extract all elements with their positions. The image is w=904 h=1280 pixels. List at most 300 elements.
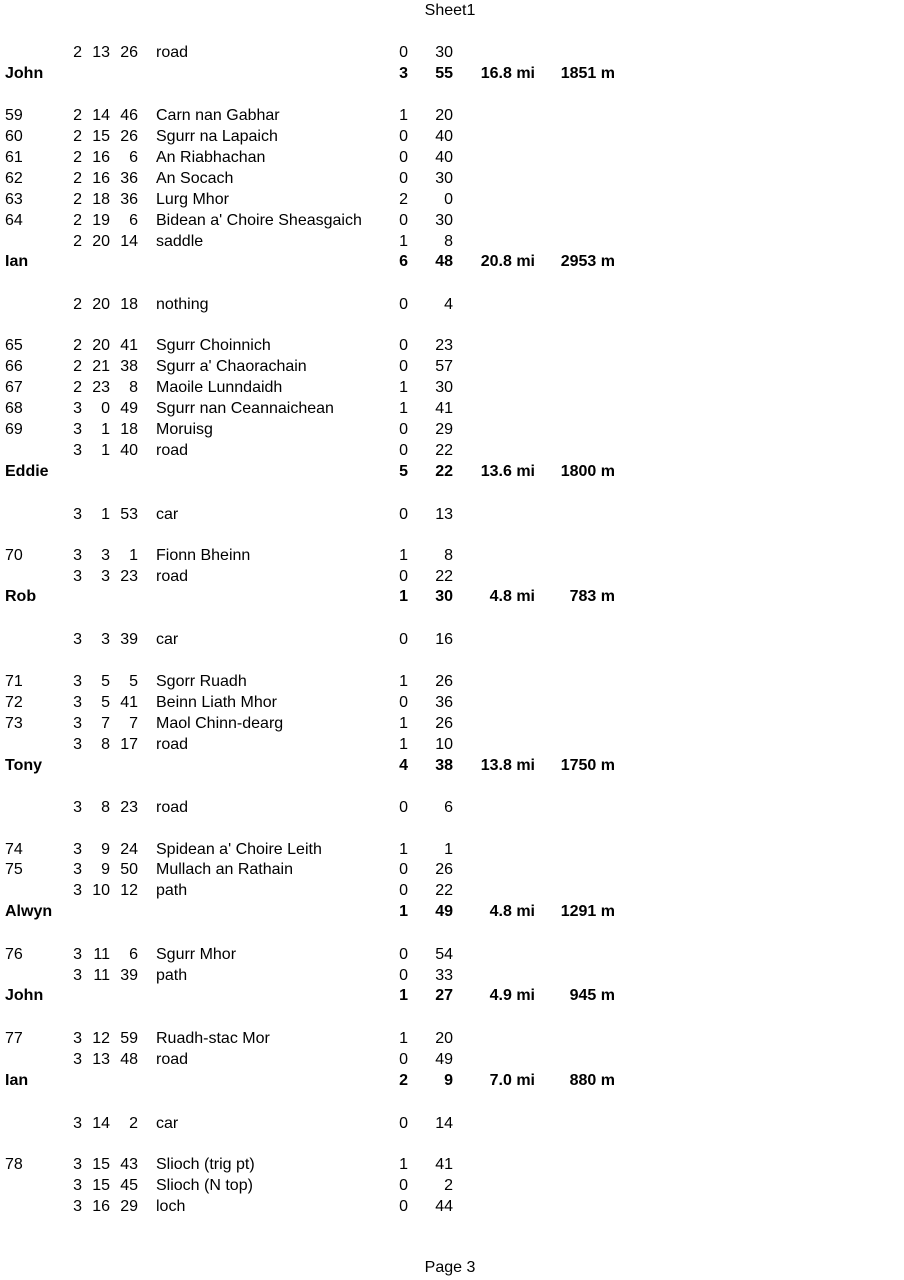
time-seconds: 17 bbox=[120, 736, 138, 753]
time-hours: 3 bbox=[73, 547, 82, 564]
duration-hours: 0 bbox=[399, 337, 408, 354]
table-row bbox=[0, 43, 904, 63]
duration-hours: 0 bbox=[399, 631, 408, 648]
duration-minutes: 2 bbox=[444, 1177, 453, 1194]
table-row bbox=[0, 945, 904, 965]
duration-minutes: 40 bbox=[435, 128, 453, 145]
duration-minutes: 26 bbox=[435, 673, 453, 690]
place-name: car bbox=[156, 631, 179, 648]
time-minutes: 16 bbox=[92, 149, 110, 166]
table-row bbox=[0, 735, 904, 755]
duration-hours: 1 bbox=[399, 903, 408, 920]
time-hours: 2 bbox=[73, 212, 82, 229]
time-hours: 2 bbox=[73, 379, 82, 396]
place-name: Bidean a' Choire Sheasgaich bbox=[156, 212, 362, 229]
time-minutes: 9 bbox=[101, 841, 110, 858]
duration-hours: 0 bbox=[399, 421, 408, 438]
time-seconds: 53 bbox=[120, 506, 138, 523]
time-seconds: 14 bbox=[120, 233, 138, 250]
summary-row bbox=[0, 902, 904, 922]
place-name: Sgorr Ruadh bbox=[156, 673, 247, 690]
time-seconds: 26 bbox=[120, 44, 138, 61]
duration-hours: 1 bbox=[399, 841, 408, 858]
time-hours: 3 bbox=[73, 946, 82, 963]
duration-hours: 3 bbox=[399, 65, 408, 82]
hill-number: 60 bbox=[5, 128, 23, 145]
duration-minutes: 20 bbox=[435, 107, 453, 124]
time-minutes: 14 bbox=[92, 107, 110, 124]
table-row bbox=[0, 1029, 904, 1049]
hill-number: 64 bbox=[5, 212, 23, 229]
table-row bbox=[0, 567, 904, 587]
time-hours: 3 bbox=[73, 421, 82, 438]
duration-minutes: 26 bbox=[435, 715, 453, 732]
sheet-title: Sheet1 bbox=[424, 2, 476, 19]
time-hours: 2 bbox=[73, 44, 82, 61]
place-name: nothing bbox=[156, 296, 209, 313]
time-hours: 2 bbox=[73, 191, 82, 208]
duration-minutes: 16 bbox=[435, 631, 453, 648]
duration-minutes: 30 bbox=[435, 170, 453, 187]
place-name: Ruadh-stac Mor bbox=[156, 1030, 270, 1047]
table-row bbox=[0, 378, 904, 398]
hill-number: 73 bbox=[5, 715, 23, 732]
duration-minutes: 8 bbox=[444, 233, 453, 250]
distance: 20.8 mi bbox=[480, 253, 535, 270]
time-hours: 3 bbox=[73, 715, 82, 732]
time-hours: 3 bbox=[73, 673, 82, 690]
time-hours: 3 bbox=[73, 1177, 82, 1194]
time-hours: 2 bbox=[73, 233, 82, 250]
time-seconds: 23 bbox=[120, 568, 138, 585]
place-name: path bbox=[156, 967, 188, 984]
duration-hours: 0 bbox=[399, 1051, 408, 1068]
place-name: road bbox=[156, 1051, 189, 1068]
duration-hours: 0 bbox=[399, 128, 408, 145]
table-row bbox=[0, 127, 904, 147]
duration-hours: 1 bbox=[399, 1030, 408, 1047]
duration-hours: 2 bbox=[399, 191, 408, 208]
summary-row bbox=[0, 756, 904, 776]
time-minutes: 8 bbox=[101, 736, 110, 753]
time-minutes: 8 bbox=[101, 799, 110, 816]
duration-hours: 0 bbox=[399, 506, 408, 523]
place-name: road bbox=[156, 736, 189, 753]
time-hours: 3 bbox=[73, 882, 82, 899]
duration-hours: 2 bbox=[399, 1072, 408, 1089]
time-hours: 2 bbox=[73, 296, 82, 313]
table-row bbox=[0, 966, 904, 986]
hill-number: 66 bbox=[5, 358, 23, 375]
time-hours: 2 bbox=[73, 149, 82, 166]
place-name: Mullach an Rathain bbox=[156, 861, 293, 878]
time-seconds: 8 bbox=[129, 379, 138, 396]
duration-hours: 0 bbox=[399, 44, 408, 61]
duration-hours: 0 bbox=[399, 442, 408, 459]
duration-hours: 0 bbox=[399, 296, 408, 313]
ascent: 1291 m bbox=[560, 903, 615, 920]
hill-number: 65 bbox=[5, 337, 23, 354]
place-name: Sgurr na Lapaich bbox=[156, 128, 278, 145]
time-minutes: 14 bbox=[92, 1115, 110, 1132]
duration-hours: 1 bbox=[399, 379, 408, 396]
time-minutes: 15 bbox=[92, 1177, 110, 1194]
time-minutes: 12 bbox=[92, 1030, 110, 1047]
time-minutes: 1 bbox=[101, 421, 110, 438]
time-seconds: 7 bbox=[129, 715, 138, 732]
duration-minutes: 26 bbox=[435, 861, 453, 878]
hill-number: 74 bbox=[5, 841, 23, 858]
duration-minutes: 49 bbox=[435, 1051, 453, 1068]
table-row bbox=[0, 798, 904, 818]
duration-minutes: 36 bbox=[435, 694, 453, 711]
participant-name: Tony bbox=[5, 757, 43, 774]
time-minutes: 15 bbox=[92, 128, 110, 145]
hill-number: 78 bbox=[5, 1156, 23, 1173]
duration-hours: 1 bbox=[399, 673, 408, 690]
time-seconds: 6 bbox=[129, 212, 138, 229]
duration-minutes: 41 bbox=[435, 1156, 453, 1173]
time-hours: 3 bbox=[73, 1030, 82, 1047]
place-name: Moruisg bbox=[156, 421, 213, 438]
time-seconds: 38 bbox=[120, 358, 138, 375]
participant-name: Eddie bbox=[5, 463, 49, 480]
time-hours: 3 bbox=[73, 967, 82, 984]
time-hours: 3 bbox=[73, 442, 82, 459]
duration-minutes: 30 bbox=[435, 379, 453, 396]
time-seconds: 1 bbox=[129, 547, 138, 564]
place-name: Sgurr Choinnich bbox=[156, 337, 271, 354]
time-seconds: 2 bbox=[129, 1115, 138, 1132]
distance: 4.8 mi bbox=[489, 588, 535, 605]
place-name: Maoile Lunndaidh bbox=[156, 379, 283, 396]
duration-minutes: 29 bbox=[435, 421, 453, 438]
time-minutes: 5 bbox=[101, 673, 110, 690]
table-row bbox=[0, 1050, 904, 1070]
duration-hours: 1 bbox=[399, 736, 408, 753]
time-seconds: 59 bbox=[120, 1030, 138, 1047]
duration-minutes: 22 bbox=[435, 568, 453, 585]
time-minutes: 15 bbox=[92, 1156, 110, 1173]
hill-number: 68 bbox=[5, 400, 23, 417]
distance: 4.9 mi bbox=[489, 987, 535, 1004]
duration-hours: 1 bbox=[399, 1156, 408, 1173]
table-row bbox=[0, 336, 904, 356]
duration-minutes: 30 bbox=[435, 588, 453, 605]
table-row bbox=[0, 1176, 904, 1196]
table-row bbox=[0, 211, 904, 231]
time-minutes: 13 bbox=[92, 44, 110, 61]
duration-hours: 0 bbox=[399, 882, 408, 899]
hill-number: 72 bbox=[5, 694, 23, 711]
time-seconds: 24 bbox=[120, 841, 138, 858]
place-name: Beinn Liath Mhor bbox=[156, 694, 277, 711]
time-hours: 3 bbox=[73, 799, 82, 816]
time-seconds: 18 bbox=[120, 296, 138, 313]
duration-minutes: 38 bbox=[435, 757, 453, 774]
duration-hours: 0 bbox=[399, 170, 408, 187]
time-hours: 3 bbox=[73, 861, 82, 878]
place-name: Carn nan Gabhar bbox=[156, 107, 280, 124]
duration-minutes: 13 bbox=[435, 506, 453, 523]
duration-minutes: 30 bbox=[435, 212, 453, 229]
time-seconds: 5 bbox=[129, 673, 138, 690]
place-name: An Riabhachan bbox=[156, 149, 266, 166]
time-seconds: 36 bbox=[120, 170, 138, 187]
table-row bbox=[0, 441, 904, 461]
time-hours: 3 bbox=[73, 1198, 82, 1215]
duration-hours: 1 bbox=[399, 588, 408, 605]
distance: 13.8 mi bbox=[480, 757, 535, 774]
duration-minutes: 22 bbox=[435, 463, 453, 480]
time-minutes: 18 bbox=[92, 191, 110, 208]
hill-number: 63 bbox=[5, 191, 23, 208]
time-seconds: 46 bbox=[120, 107, 138, 124]
duration-hours: 1 bbox=[399, 715, 408, 732]
duration-hours: 0 bbox=[399, 212, 408, 229]
time-hours: 3 bbox=[73, 694, 82, 711]
duration-hours: 4 bbox=[399, 757, 408, 774]
table-row bbox=[0, 190, 904, 210]
time-hours: 2 bbox=[73, 170, 82, 187]
time-minutes: 11 bbox=[93, 946, 110, 963]
table-row bbox=[0, 399, 904, 419]
time-minutes: 19 bbox=[92, 212, 110, 229]
time-seconds: 6 bbox=[129, 946, 138, 963]
distance: 7.0 mi bbox=[489, 1072, 535, 1089]
time-seconds: 39 bbox=[120, 631, 138, 648]
duration-minutes: 57 bbox=[435, 358, 453, 375]
time-hours: 2 bbox=[73, 128, 82, 145]
time-hours: 2 bbox=[73, 337, 82, 354]
time-hours: 3 bbox=[73, 400, 82, 417]
time-minutes: 16 bbox=[92, 1198, 110, 1215]
table-row bbox=[0, 672, 904, 692]
hill-number: 59 bbox=[5, 107, 23, 124]
time-hours: 3 bbox=[73, 1051, 82, 1068]
time-hours: 3 bbox=[73, 736, 82, 753]
duration-hours: 1 bbox=[399, 987, 408, 1004]
place-name: Slioch (trig pt) bbox=[156, 1156, 255, 1173]
duration-hours: 0 bbox=[399, 946, 408, 963]
time-seconds: 48 bbox=[120, 1051, 138, 1068]
duration-hours: 0 bbox=[399, 1177, 408, 1194]
table-row bbox=[0, 1114, 904, 1134]
ascent: 1851 m bbox=[560, 65, 615, 82]
ascent: 783 m bbox=[569, 588, 615, 605]
table-row bbox=[0, 148, 904, 168]
time-minutes: 20 bbox=[92, 337, 110, 354]
duration-hours: 0 bbox=[399, 694, 408, 711]
time-seconds: 45 bbox=[120, 1177, 138, 1194]
time-minutes: 1 bbox=[101, 506, 110, 523]
time-minutes: 20 bbox=[92, 233, 110, 250]
ascent: 2953 m bbox=[560, 253, 615, 270]
duration-minutes: 14 bbox=[435, 1115, 453, 1132]
time-seconds: 12 bbox=[120, 882, 138, 899]
ascent: 945 m bbox=[569, 987, 615, 1004]
time-seconds: 26 bbox=[120, 128, 138, 145]
duration-hours: 0 bbox=[399, 799, 408, 816]
duration-minutes: 40 bbox=[435, 149, 453, 166]
time-hours: 3 bbox=[73, 568, 82, 585]
time-seconds: 50 bbox=[120, 861, 138, 878]
participant-name: Rob bbox=[5, 588, 37, 605]
duration-minutes: 22 bbox=[435, 442, 453, 459]
duration-hours: 0 bbox=[399, 861, 408, 878]
time-minutes: 0 bbox=[101, 400, 110, 417]
duration-hours: 1 bbox=[399, 233, 408, 250]
summary-row bbox=[0, 587, 904, 607]
table-row bbox=[0, 357, 904, 377]
time-minutes: 5 bbox=[101, 694, 110, 711]
table-row bbox=[0, 1155, 904, 1175]
duration-minutes: 41 bbox=[435, 400, 453, 417]
summary-row bbox=[0, 1071, 904, 1091]
duration-hours: 0 bbox=[399, 1198, 408, 1215]
place-name: road bbox=[156, 442, 189, 459]
time-hours: 3 bbox=[73, 841, 82, 858]
time-minutes: 11 bbox=[93, 967, 110, 984]
table-row bbox=[0, 295, 904, 315]
hill-number: 75 bbox=[5, 861, 23, 878]
duration-minutes: 8 bbox=[444, 547, 453, 564]
duration-hours: 1 bbox=[399, 107, 408, 124]
duration-minutes: 20 bbox=[435, 1030, 453, 1047]
hill-number: 62 bbox=[5, 170, 23, 187]
table-row bbox=[0, 546, 904, 566]
place-name: An Socach bbox=[156, 170, 234, 187]
time-seconds: 39 bbox=[120, 967, 138, 984]
hill-number: 76 bbox=[5, 946, 23, 963]
duration-minutes: 33 bbox=[435, 967, 453, 984]
duration-hours: 1 bbox=[399, 400, 408, 417]
time-seconds: 6 bbox=[129, 149, 138, 166]
time-seconds: 43 bbox=[120, 1156, 138, 1173]
ascent: 880 m bbox=[569, 1072, 615, 1089]
time-minutes: 7 bbox=[101, 715, 110, 732]
summary-row bbox=[0, 252, 904, 272]
time-hours: 2 bbox=[73, 358, 82, 375]
duration-minutes: 22 bbox=[435, 882, 453, 899]
summary-row bbox=[0, 462, 904, 482]
place-name: car bbox=[156, 506, 179, 523]
time-hours: 3 bbox=[73, 631, 82, 648]
place-name: Spidean a' Choire Leith bbox=[156, 841, 322, 858]
time-hours: 3 bbox=[73, 1156, 82, 1173]
table-row bbox=[0, 693, 904, 713]
place-name: Maol Chinn-dearg bbox=[156, 715, 284, 732]
duration-minutes: 9 bbox=[444, 1072, 453, 1089]
time-seconds: 40 bbox=[120, 442, 138, 459]
table-row bbox=[0, 420, 904, 440]
time-hours: 2 bbox=[73, 107, 82, 124]
summary-row bbox=[0, 64, 904, 84]
duration-minutes: 1 bbox=[444, 841, 453, 858]
hill-number: 69 bbox=[5, 421, 23, 438]
table-row bbox=[0, 1197, 904, 1217]
table-row bbox=[0, 840, 904, 860]
table-row bbox=[0, 881, 904, 901]
place-name: Fionn Bheinn bbox=[156, 547, 251, 564]
distance: 13.6 mi bbox=[480, 463, 535, 480]
time-seconds: 36 bbox=[120, 191, 138, 208]
duration-minutes: 23 bbox=[435, 337, 453, 354]
time-seconds: 18 bbox=[120, 421, 138, 438]
time-hours: 3 bbox=[73, 506, 82, 523]
table-row bbox=[0, 630, 904, 650]
place-name: road bbox=[156, 568, 189, 585]
duration-hours: 0 bbox=[399, 358, 408, 375]
hill-number: 70 bbox=[5, 547, 23, 564]
time-seconds: 41 bbox=[120, 694, 138, 711]
time-minutes: 9 bbox=[101, 861, 110, 878]
table-row bbox=[0, 505, 904, 525]
place-name: Lurg Mhor bbox=[156, 191, 229, 208]
duration-hours: 0 bbox=[399, 1115, 408, 1132]
hill-number: 77 bbox=[5, 1030, 23, 1047]
place-name: Sgurr nan Ceannaichean bbox=[156, 400, 334, 417]
hill-number: 61 bbox=[5, 149, 23, 166]
time-hours: 3 bbox=[73, 1115, 82, 1132]
table-row bbox=[0, 860, 904, 880]
time-minutes: 3 bbox=[101, 547, 110, 564]
time-seconds: 49 bbox=[120, 400, 138, 417]
duration-minutes: 54 bbox=[435, 946, 453, 963]
place-name: road bbox=[156, 799, 189, 816]
time-minutes: 10 bbox=[92, 882, 110, 899]
place-name: Sgurr a' Chaorachain bbox=[156, 358, 307, 375]
participant-name: Alwyn bbox=[5, 903, 53, 920]
ascent: 1750 m bbox=[560, 757, 615, 774]
table-row bbox=[0, 106, 904, 126]
duration-minutes: 6 bbox=[444, 799, 453, 816]
duration-minutes: 49 bbox=[435, 903, 453, 920]
place-name: road bbox=[156, 44, 189, 61]
duration-minutes: 0 bbox=[444, 191, 453, 208]
time-seconds: 23 bbox=[120, 799, 138, 816]
time-minutes: 21 bbox=[92, 358, 110, 375]
place-name: Slioch (N top) bbox=[156, 1177, 253, 1194]
participant-name: John bbox=[5, 65, 44, 82]
time-minutes: 20 bbox=[92, 296, 110, 313]
page-number: Page 3 bbox=[424, 1259, 476, 1276]
time-seconds: 41 bbox=[120, 337, 138, 354]
time-minutes: 13 bbox=[92, 1051, 110, 1068]
hill-number: 71 bbox=[5, 673, 23, 690]
table-row bbox=[0, 714, 904, 734]
place-name: path bbox=[156, 882, 188, 899]
duration-minutes: 55 bbox=[435, 65, 453, 82]
place-name: car bbox=[156, 1115, 179, 1132]
duration-hours: 5 bbox=[399, 463, 408, 480]
ascent: 1800 m bbox=[560, 463, 615, 480]
duration-hours: 1 bbox=[399, 547, 408, 564]
table-row bbox=[0, 169, 904, 189]
place-name: Sgurr Mhor bbox=[156, 946, 237, 963]
time-minutes: 3 bbox=[101, 568, 110, 585]
duration-minutes: 4 bbox=[444, 296, 453, 313]
table-row bbox=[0, 232, 904, 252]
duration-hours: 0 bbox=[399, 149, 408, 166]
time-minutes: 16 bbox=[92, 170, 110, 187]
duration-minutes: 10 bbox=[435, 736, 453, 753]
time-seconds: 29 bbox=[120, 1198, 138, 1215]
place-name: loch bbox=[156, 1198, 186, 1215]
participant-name: Ian bbox=[5, 1072, 29, 1089]
time-minutes: 1 bbox=[101, 442, 110, 459]
hill-number: 67 bbox=[5, 379, 23, 396]
